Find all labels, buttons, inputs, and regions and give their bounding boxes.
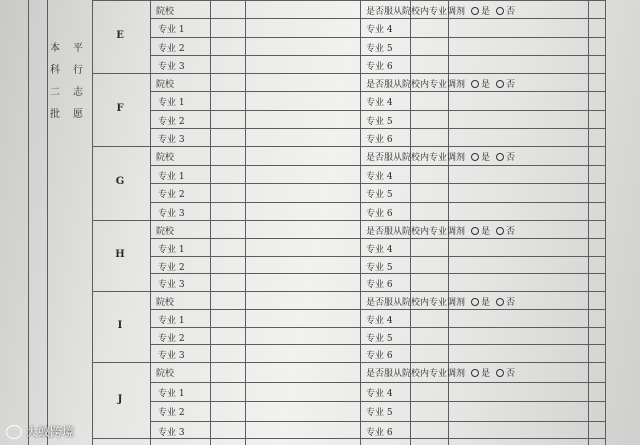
group-border <box>92 438 605 439</box>
table-border-vertical <box>28 0 29 445</box>
radio-yes[interactable] <box>471 153 479 161</box>
major-label: 专业 1 <box>158 171 185 182</box>
major-label: 专业 3 <box>158 134 185 145</box>
radio-yes[interactable] <box>471 298 479 306</box>
option-yes-label: 是 <box>481 153 491 163</box>
table-border-vertical <box>245 0 246 445</box>
major-label: 专业 6 <box>366 280 393 291</box>
row-border <box>150 327 605 328</box>
option-yes-label: 是 <box>481 7 491 17</box>
row-border <box>150 238 605 239</box>
major-label: 专业 6 <box>366 351 393 362</box>
row-border <box>150 256 605 257</box>
group-letter: F <box>116 102 124 114</box>
option-yes-label: 是 <box>481 227 491 237</box>
radio-no[interactable] <box>496 369 504 377</box>
major-label: 专业 1 <box>158 244 185 255</box>
radio-no[interactable] <box>496 153 504 161</box>
adjust-question: 是否服从院校内专业调剂 <box>366 7 466 17</box>
table-border-vertical <box>210 0 211 445</box>
option-no-label: 否 <box>506 227 516 237</box>
major-label: 专业 5 <box>366 116 393 127</box>
major-label: 专业 4 <box>366 315 393 326</box>
row-border <box>150 421 605 422</box>
adjust-question-row <box>366 295 515 308</box>
major-label: 专业 4 <box>366 388 393 399</box>
batch-label-char: 二 <box>50 87 60 98</box>
row-border <box>150 382 605 383</box>
adjust-question: 是否服从院校内专业调剂 <box>366 80 466 90</box>
watermark-text: 大蚁跨境 <box>26 425 75 439</box>
row-border <box>150 309 605 310</box>
radio-no[interactable] <box>496 7 504 15</box>
row-border <box>150 91 605 92</box>
parallel-label-char: 平 <box>73 43 83 54</box>
major-label: 专业 1 <box>158 25 185 36</box>
row-border <box>150 128 605 129</box>
adjust-question: 是否服从院校内专业调剂 <box>366 298 466 308</box>
radio-no[interactable] <box>496 80 504 88</box>
parallel-label-char: 志 <box>73 87 83 98</box>
batch-label-char: 批 <box>50 109 60 120</box>
row-border <box>150 202 605 203</box>
table-border-vertical <box>588 0 589 445</box>
row-border <box>150 18 605 19</box>
major-label: 专业 1 <box>158 98 185 109</box>
school-label: 院校 <box>156 153 175 163</box>
major-label: 专业 3 <box>158 351 185 362</box>
school-label: 院校 <box>156 298 175 308</box>
row-border <box>150 55 605 56</box>
adjust-question-row <box>366 4 515 17</box>
radio-yes[interactable] <box>471 369 479 377</box>
option-no-label: 否 <box>506 369 516 379</box>
table-border-vertical <box>150 0 151 445</box>
parallel-label-char: 行 <box>73 65 83 76</box>
group-border <box>92 362 605 363</box>
major-label: 专业 5 <box>366 262 393 273</box>
adjust-question: 是否服从院校内专业调剂 <box>366 369 466 379</box>
table-border-vertical <box>605 0 606 445</box>
adjust-question-row <box>366 77 515 90</box>
group-letter: I <box>117 319 123 331</box>
radio-yes[interactable] <box>471 7 479 15</box>
row-border <box>150 37 605 38</box>
school-label: 院校 <box>156 7 175 17</box>
group-letter: G <box>115 176 125 187</box>
table-border-vertical <box>92 0 93 445</box>
row-border <box>150 344 605 345</box>
watermark-logo-icon <box>6 425 22 439</box>
option-no-label: 否 <box>506 153 516 163</box>
school-label: 院校 <box>156 369 175 379</box>
adjust-question-row <box>366 366 515 379</box>
row-border <box>150 273 605 274</box>
major-label: 专业 2 <box>158 190 185 200</box>
option-yes-label: 是 <box>481 369 491 379</box>
group-border <box>92 0 605 1</box>
major-label: 专业 3 <box>158 208 185 219</box>
group-border <box>92 291 605 292</box>
radio-yes[interactable] <box>471 227 479 235</box>
radio-no[interactable] <box>496 298 504 306</box>
school-label: 院校 <box>156 80 175 90</box>
major-label: 专业 3 <box>158 427 185 438</box>
major-label: 专业 5 <box>366 408 393 418</box>
group-border <box>92 146 605 147</box>
batch-label-char: 本 <box>50 43 60 54</box>
group-border <box>92 73 605 74</box>
major-label: 专业 2 <box>158 43 185 54</box>
adjust-question-row <box>366 150 515 163</box>
option-no-label: 否 <box>506 7 516 17</box>
major-label: 专业 5 <box>366 43 393 54</box>
row-border <box>150 110 605 111</box>
parallel-label-char: 愿 <box>73 109 83 120</box>
row-border <box>150 183 605 184</box>
group-letter: J <box>117 394 123 405</box>
radio-yes[interactable] <box>471 80 479 88</box>
option-yes-label: 是 <box>481 298 491 308</box>
group-letter: E <box>116 29 124 41</box>
major-label: 专业 1 <box>158 388 185 399</box>
major-label: 专业 2 <box>158 262 185 273</box>
adjust-question: 是否服从院校内专业调剂 <box>366 153 466 163</box>
major-label: 专业 6 <box>366 208 393 219</box>
option-no-label: 否 <box>506 298 516 308</box>
major-label: 专业 6 <box>366 134 393 145</box>
row-border <box>150 165 605 166</box>
adjust-question: 是否服从院校内专业调剂 <box>366 227 466 237</box>
table-border-vertical <box>360 0 361 445</box>
school-label: 院校 <box>156 227 175 237</box>
group-border <box>92 220 605 221</box>
major-label: 专业 4 <box>366 25 393 36</box>
major-label: 专业 3 <box>158 280 185 291</box>
major-label: 专业 4 <box>366 244 393 255</box>
major-label: 专业 6 <box>366 427 393 438</box>
major-label: 专业 2 <box>158 333 185 344</box>
major-label: 专业 2 <box>158 408 185 418</box>
major-label: 专业 3 <box>158 61 185 72</box>
major-label: 专业 2 <box>158 116 185 127</box>
major-label: 专业 4 <box>366 171 393 182</box>
major-label: 专业 5 <box>366 333 393 344</box>
option-no-label: 否 <box>506 80 516 90</box>
group-letter: H <box>115 248 125 260</box>
watermark <box>6 423 74 440</box>
adjust-question-row <box>366 224 515 237</box>
batch-label-char: 科 <box>50 65 60 76</box>
major-label: 专业 5 <box>366 190 393 200</box>
major-label: 专业 6 <box>366 61 393 72</box>
major-label: 专业 4 <box>366 98 393 109</box>
major-label: 专业 1 <box>158 315 185 326</box>
option-yes-label: 是 <box>481 80 491 90</box>
radio-no[interactable] <box>496 227 504 235</box>
row-border <box>150 401 605 402</box>
